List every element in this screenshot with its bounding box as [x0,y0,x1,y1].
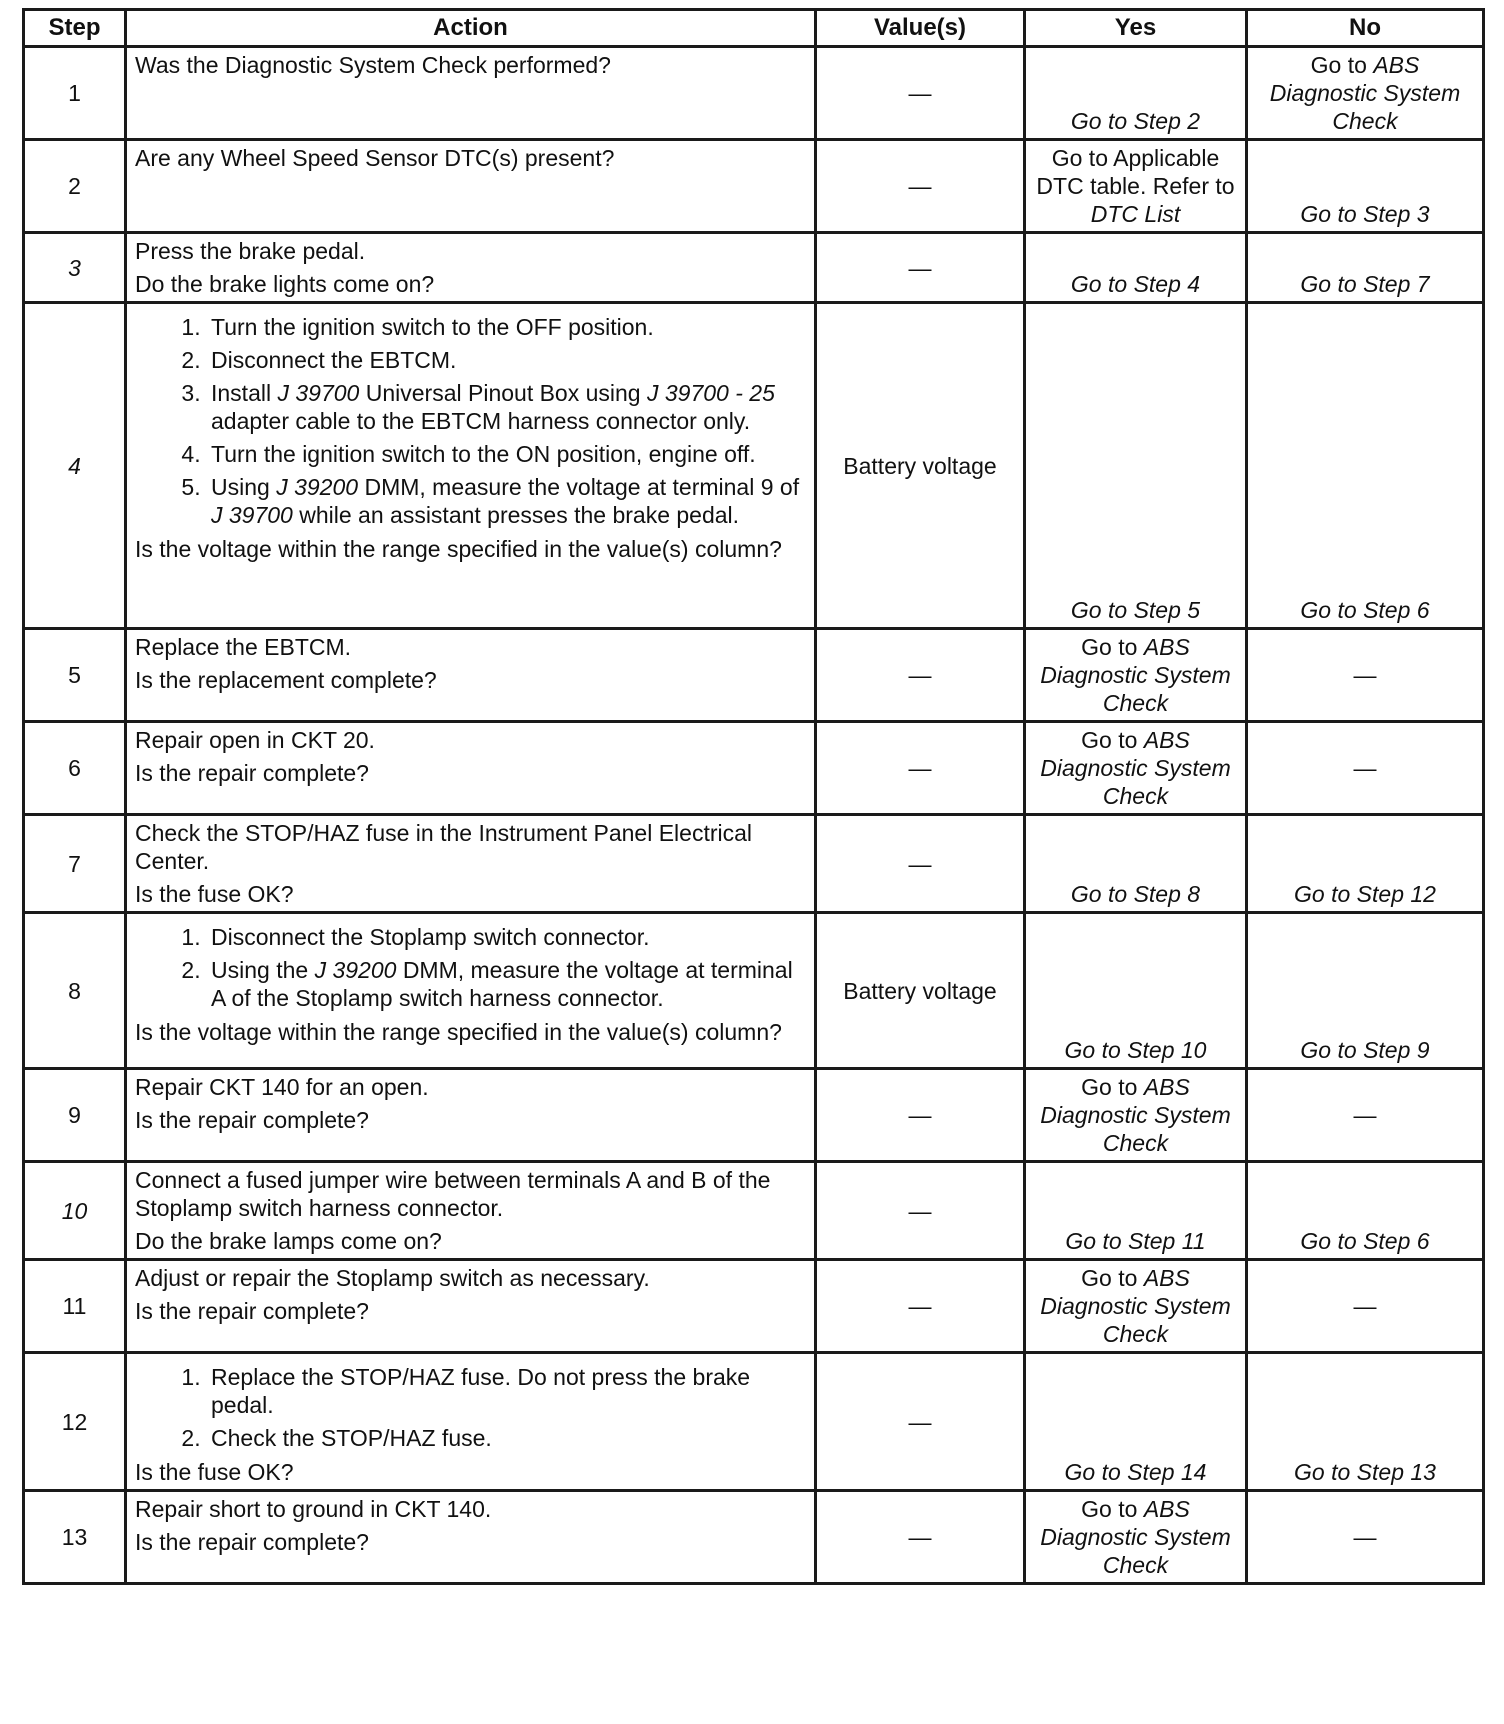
value-cell: — [816,1260,1025,1353]
header-step: Step [24,10,126,47]
value-cell: — [816,1491,1025,1584]
no-cell [1247,1162,1484,1260]
no-cell [1247,47,1484,140]
step-number: 13 [24,1491,126,1584]
action-text: Was the Diagnostic System Check performed? [135,52,611,78]
tool-ref: J 39700 [211,502,293,528]
header-action: Action [126,10,816,47]
action-text: Replace the EBTCM. [135,634,352,660]
yes-cell [1025,47,1247,140]
table-row [24,140,1484,233]
yes-prefix: Go to [1081,1074,1138,1100]
action-text: Press the brake pedal. [135,238,366,264]
no-text: Go to Step 9 [1300,1037,1430,1063]
yes-link: ABS Diagnostic System Check [1040,1074,1231,1156]
table-row [24,47,1484,140]
action-question: Is the repair complete? [135,1529,369,1555]
yes-cell [1025,722,1247,815]
no-cell: — [1247,722,1484,815]
action-text: Are any Wheel Speed Sensor DTC(s) present? [135,145,615,171]
yes-text: Go to Step 10 [1064,1037,1207,1063]
action-question: Is the voltage within the range specified in the value(s) column? [135,1019,782,1045]
yes-cell [1025,1069,1247,1162]
header-row [24,10,1484,47]
item-text: Using the [211,957,309,983]
yes-cell [1025,1260,1247,1353]
value-cell: Battery voltage [816,913,1025,1069]
value-cell: — [816,47,1025,140]
no-text: Go to Step 7 [1300,271,1430,297]
no-link: ABS Diagnostic System Check [1269,52,1461,134]
action-question: Is the repair complete? [135,760,369,786]
header-no: No [1247,10,1484,47]
action-text: Repair CKT 140 for an open. [135,1074,429,1100]
action-cell [126,1353,816,1491]
yes-link: ABS Diagnostic System Check [1040,1496,1231,1578]
step-number: 12 [24,1353,126,1491]
action-question: Is the fuse OK? [135,881,294,907]
no-cell: — [1247,1491,1484,1584]
value-cell: — [816,1162,1025,1260]
yes-cell [1025,1353,1247,1491]
list-item [207,956,806,1012]
no-cell [1247,815,1484,913]
value-cell: — [816,140,1025,233]
action-question: Is the voltage within the range specified in the value(s) column? [135,536,782,562]
action-cell [126,815,816,913]
action-cell [126,1069,816,1162]
yes-cell [1025,1491,1247,1584]
yes-link: ABS Diagnostic System Check [1040,1265,1231,1347]
no-cell [1247,303,1484,629]
yes-prefix: Go to [1081,634,1138,660]
table-row [24,1069,1484,1162]
item-text: Install [211,380,272,406]
item-text: Using [211,474,270,500]
list-item [207,379,806,435]
no-cell: — [1247,1260,1484,1353]
value-cell: — [816,233,1025,303]
step-number: 8 [24,913,126,1069]
value-cell: — [816,1069,1025,1162]
tool-ref: J 39200 [276,474,359,500]
yes-cell [1025,629,1247,722]
no-cell [1247,233,1484,303]
step-number: 4 [24,303,126,629]
action-text: Adjust or repair the Stoplamp switch as necessary. [135,1265,650,1291]
yes-prefix: Go to [1081,1496,1138,1522]
yes-prefix: Go to [1081,727,1138,753]
no-cell [1247,140,1484,233]
action-cell [126,303,816,629]
value-cell: — [816,722,1025,815]
step-number: 3 [24,233,126,303]
item-text: adapter cable to the EBTCM harness connector only. [211,408,751,434]
yes-cell [1025,303,1247,629]
table-row [24,233,1484,303]
action-text: Repair short to ground in CKT 140. [135,1496,492,1522]
item-text: DMM, measure the voltage at terminal A of the Stoplamp switch harness connector. [211,957,793,1011]
value-cell: — [816,629,1025,722]
yes-cell [1025,1162,1247,1260]
yes-text: Go to Step 14 [1064,1459,1207,1485]
diagnostic-table [22,8,1485,1585]
table-row [24,815,1484,913]
action-cell [126,1162,816,1260]
no-text: Go to Step 3 [1300,201,1430,227]
action-cell [126,47,816,140]
list-item: 4. Turn the ignition switch to the ON position, engine off. [207,440,806,468]
value-cell: Battery voltage [816,303,1025,629]
action-question: Do the brake lamps come on? [135,1228,442,1254]
no-cell [1247,1353,1484,1491]
action-cell [126,233,816,303]
action-cell [126,722,816,815]
table-row [24,913,1484,1069]
table-row [24,1353,1484,1491]
action-cell [126,1491,816,1584]
no-cell: — [1247,1069,1484,1162]
action-list [135,1363,806,1452]
table-row [24,303,1484,629]
list-item [207,473,806,529]
table-row [24,1260,1484,1353]
step-number: 6 [24,722,126,815]
value-cell: — [816,1353,1025,1491]
action-cell [126,1260,816,1353]
list-item: 1. Disconnect the Stoplamp switch connector. [207,923,806,951]
tool-ref: J 39700 [277,380,360,406]
yes-text: Go to Step 5 [1070,597,1201,623]
action-text: Check the STOP/HAZ fuse in the Instrument Panel Electrical Center. [135,820,753,874]
tool-ref: J 39200 [314,957,397,983]
table-row [24,629,1484,722]
action-question: Do the brake lights come on? [135,271,435,297]
action-cell [126,629,816,722]
yes-link: DTC List [1090,201,1181,227]
yes-cell [1025,913,1247,1069]
item-text: Universal Pinout Box using [365,380,641,406]
table-row [24,722,1484,815]
action-question: Is the repair complete? [135,1298,369,1324]
value-cell: — [816,815,1025,913]
yes-link: ABS Diagnostic System Check [1040,727,1231,809]
no-prefix: Go to [1310,52,1367,78]
item-text: while an assistant presses the brake pedal. [299,502,740,528]
step-number: 11 [24,1260,126,1353]
no-cell: — [1247,629,1484,722]
action-text: Repair open in CKT 20. [135,727,375,753]
no-text: Go to Step 6 [1300,597,1430,623]
yes-cell [1025,140,1247,233]
action-list [135,923,806,1012]
action-question: Is the replacement complete? [135,667,437,693]
header-values: Value(s) [816,10,1025,47]
yes-prefix: Go to [1081,1265,1138,1291]
yes-text: Go to Step 8 [1070,881,1201,907]
list-item: 2. Disconnect the EBTCM. [207,346,806,374]
tool-ref: J 39700 - 25 [647,380,775,406]
yes-cell [1025,815,1247,913]
action-cell [126,913,816,1069]
step-number: 2 [24,140,126,233]
yes-link: ABS Diagnostic System Check [1040,634,1231,716]
step-number: 9 [24,1069,126,1162]
action-cell [126,140,816,233]
item-text: DMM, measure the voltage at terminal 9 of [364,474,800,500]
table-row [24,1162,1484,1260]
yes-text: Go to Step 11 [1065,1228,1206,1254]
action-list [135,313,806,529]
action-text: Connect a fused jumper wire between terminals A and B of the Stoplamp switch harness connector. [135,1167,771,1221]
yes-cell [1025,233,1247,303]
no-text: Go to Step 6 [1300,1228,1430,1254]
step-number: 5 [24,629,126,722]
list-item: 1. Replace the STOP/HAZ fuse. Do not press the brake pedal. [207,1363,806,1419]
no-cell [1247,913,1484,1069]
step-number: 1 [24,47,126,140]
yes-text: Go to Step 2 [1070,108,1201,134]
action-question: Is the repair complete? [135,1107,369,1133]
list-item: 1. Turn the ignition switch to the OFF position. [207,313,806,341]
step-number: 10 [24,1162,126,1260]
action-question: Is the fuse OK? [135,1459,294,1485]
yes-text: Go to Step 4 [1070,271,1201,297]
no-text: Go to Step 13 [1294,1459,1436,1485]
yes-prefix: Go to Applicable DTC table. Refer to [1036,145,1235,199]
list-item: 2. Check the STOP/HAZ fuse. [207,1424,806,1452]
header-yes: Yes [1025,10,1247,47]
table-row [24,1491,1484,1584]
step-number: 7 [24,815,126,913]
no-text: Go to Step 12 [1294,881,1436,907]
